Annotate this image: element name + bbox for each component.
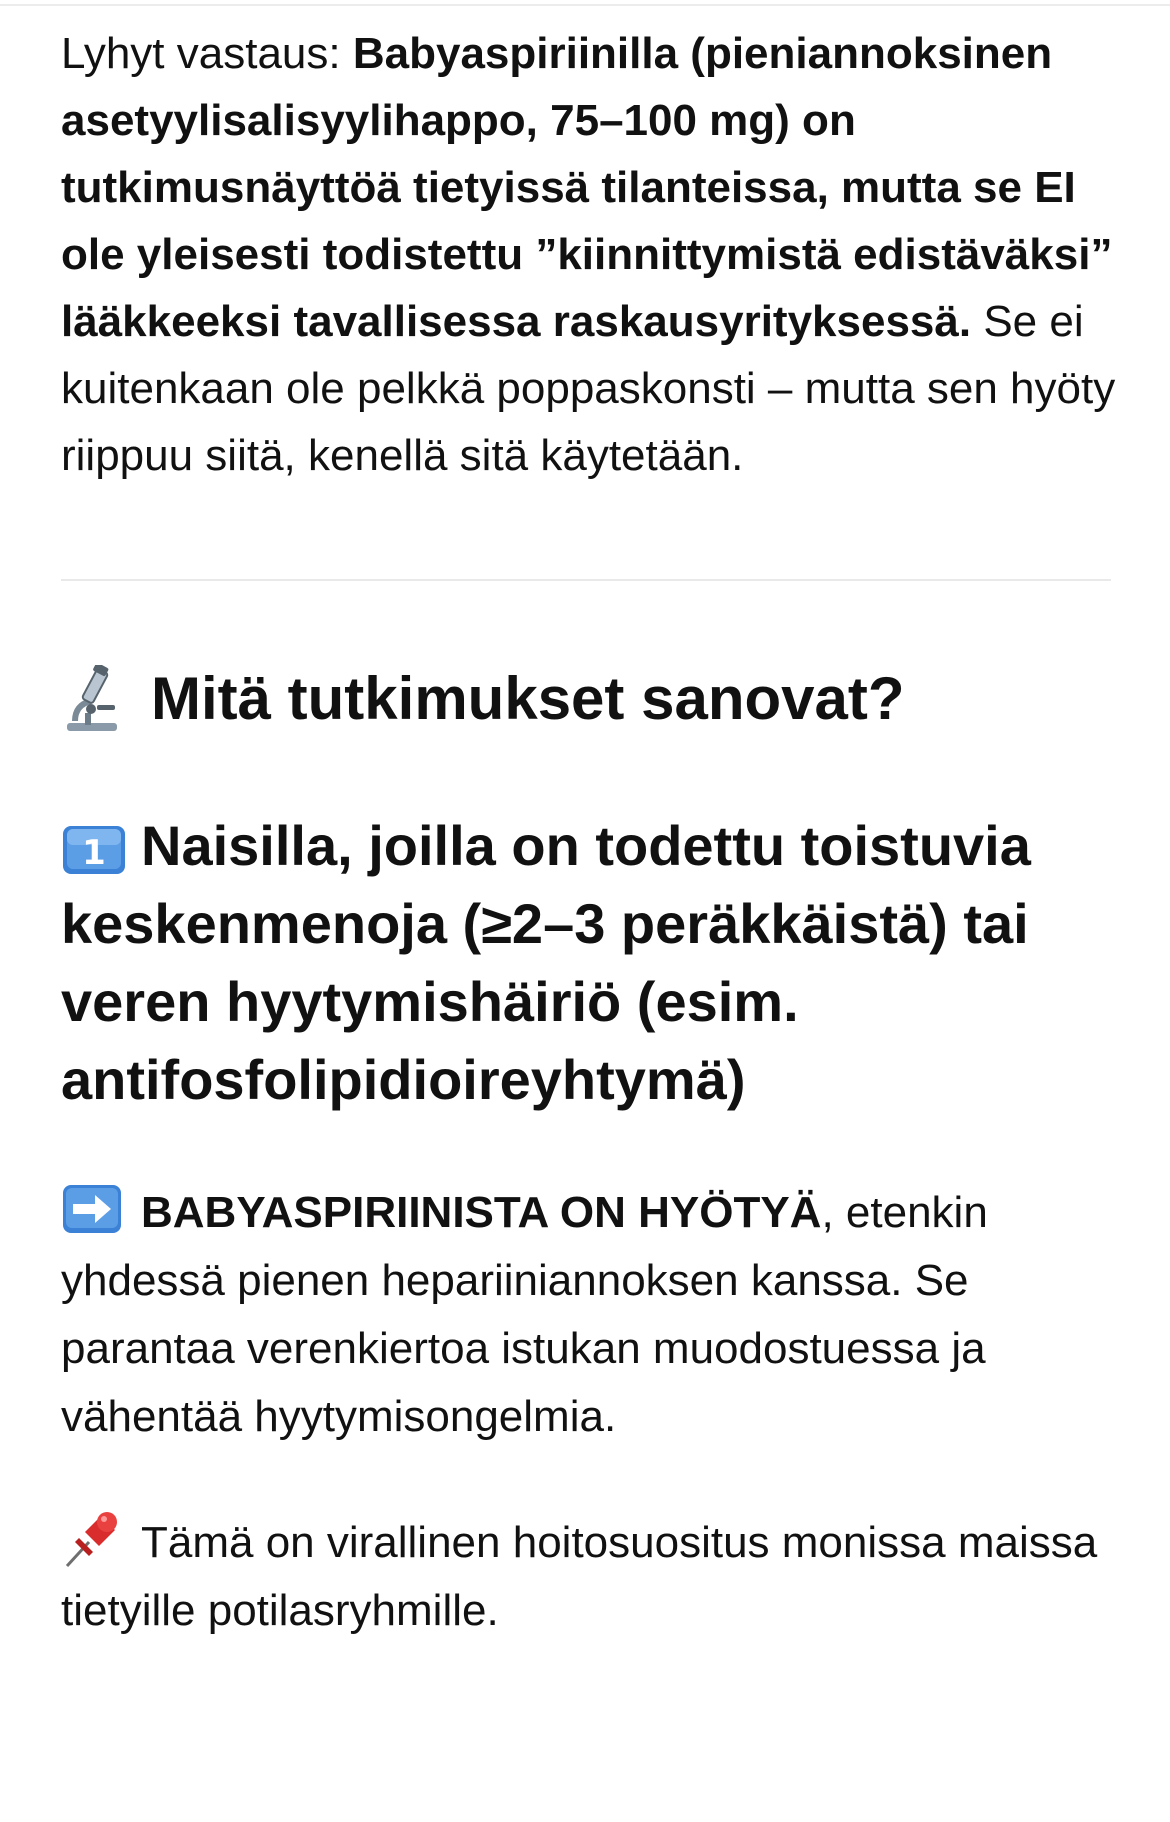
intro-rest: Se ei kuitenkaan ole pelkkä poppaskonsti – mutta sen hyöty riippuu siitä, kenellä sitä käytetään. [61,297,1116,480]
message-body [61,20,1121,1645]
intro-lead: Lyhyt vastaus: [61,29,353,78]
intro-bold-text: Babyaspiriinilla (pieniannoksinen asetyylisalisyylihappo, 75–100 mg) on tutkimusnäyttöä tietyissä tilanteissa, mutta se EI ole yleisesti todistettu ”kiinnittymistä edistäväksi” lääkkeeksi tavallisessa raskausyrityksessä. [61,29,1113,346]
note-paragraph [61,1509,1121,1645]
benefit-rest: , etenkin yhdessä pienen hepariiniannoksen kanssa. Se parantaa verenkiertoa istukan muodostuessa ja vähentää hyytymisongelmia. [61,1188,988,1441]
keycap-1-icon [61,818,127,874]
section-divider [61,579,1111,581]
svg-text:1: 1 [82,833,106,874]
item-1-heading-text: Naisilla, joilla on todettu toistuvia keskenmenoja (≥2–3 peräkkäistä) tai veren hyytymishäiriö (esim. antifosfolipidioireyhtymä) [61,814,1031,1111]
section-heading-text: Mitä tutkimukset sanovat? [151,665,905,732]
right-arrow-icon [61,1183,123,1235]
microscope-icon [61,665,123,733]
pushpin-icon [61,1508,123,1570]
benefit-paragraph [61,1179,1121,1451]
section-heading [61,663,1121,735]
top-divider [0,4,1170,6]
note-text: Tämä on virallinen hoitosuositus monissa maissa tietyille potilasryhmille. [61,1518,1098,1635]
benefit-bold-text: BABYASPIRIINISTA ON HYÖTYÄ [141,1188,822,1237]
intro-paragraph [61,20,1121,489]
item-1-heading [61,807,1121,1119]
